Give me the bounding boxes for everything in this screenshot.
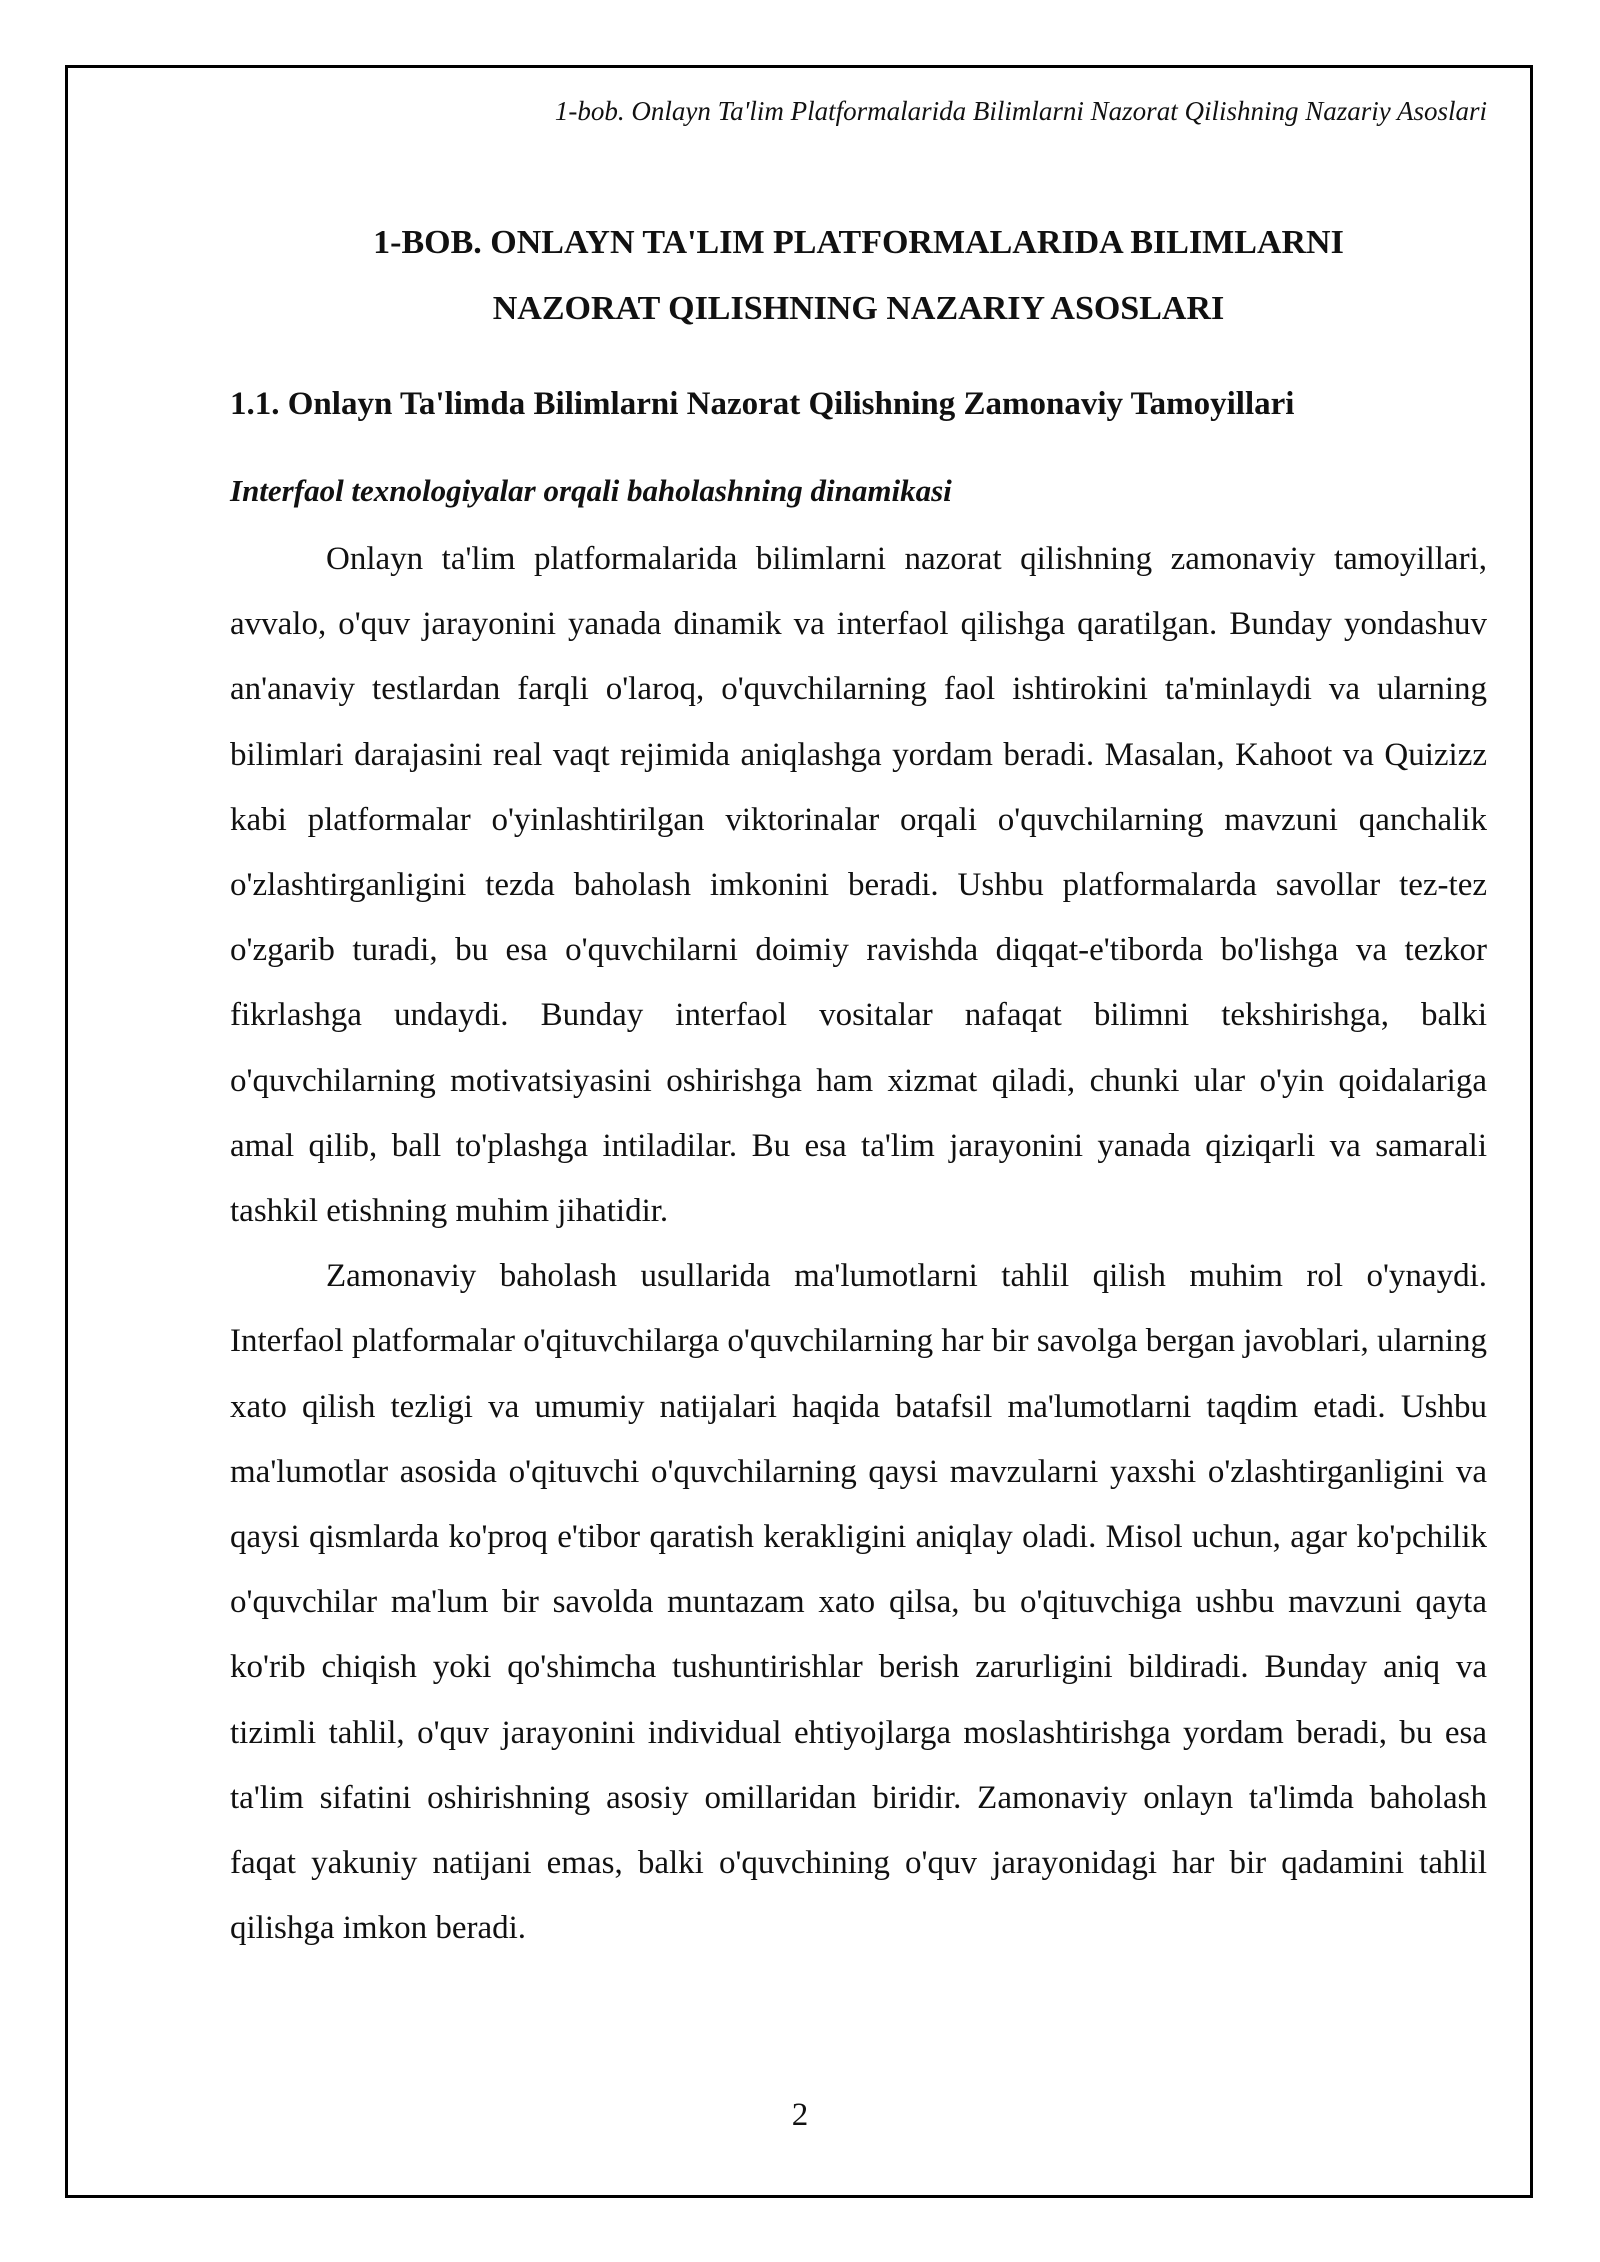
running-header: 1-bob. Onlayn Ta'lim Platformalarida Bilimlarni Nazorat Qilishning Nazariy Asoslari — [554, 96, 1487, 126]
section-title: 1.1. Onlayn Ta'limda Bilimlarni Nazorat Qilishning Zamonaviy Tamoyillari — [230, 386, 1295, 422]
page-number: 2 — [791, 2097, 809, 2133]
subsection-title: Interfaol texnologiyalar orqali baholashning dinamikasi — [230, 473, 952, 508]
chapter-title-line-1: 1-BOB. ONLAYN TA'LIM PLATFORMALARIDA BILIMLARNI — [373, 224, 1344, 261]
body-paragraph-2: Zamonaviy baholash usullarida ma'lumotlarni tahlil qilish muhim rol o'ynaydi. Interfaol platformalar o'qituvchilarga o'quvchilarning har bir savolga bergan javoblari, ularning xato qilish tezligi va umumiy natijalari haqida batafsil ma'lumotlarni taqdim etadi. Ushbu ma'lumotlar asosida o'qituvchi o'quvchilarning qaysi mavzularni yaxshi o'zlashtirganligini va qaysi qismlarda ko'proq e'tibor qaratish kerakligini aniqlay oladi. Misol uchun, agar ko'pchilik o'quvchilar ma'lum bir savolda muntazam xato qilsa, bu o'qituvchiga ushbu mavzuni qayta ko'rib chiqish yoki qo'shimcha tushuntirishlar berish zarurligini bildiradi. Bunday aniq va tizimli tahlil, o'quv jarayonini individual ehtiyojlarga moslashtirishga yordam beradi, bu esa ta'lim sifatini oshirishning asosiy omillaridan biridir. Zamonaviy onlayn ta'limda baholash faqat yakuniy natijani emas, balki o'quvchining o'quv jarayonidagi har bir qadamini tahlil qilishga imkon beradi. — [230, 1258, 1487, 1947]
chapter-title-line-2: NAZORAT QILISHNING NAZARIY ASOSLARI — [492, 290, 1225, 327]
chapter-title — [230, 210, 1487, 342]
page-content — [230, 210, 1487, 1961]
body-paragraph-1: Onlayn ta'lim platformalarida bilimlarni nazorat qilishning zamonaviy tamoyillari, avvalo, o'quv jarayonini yanada dinamik va interfaol qilishga qaratilgan. Bunday yondashuv an'anaviy testlardan farqli o'laroq, o'quvchilarning faol ishtirokini ta'minlaydi va ularning bilimlari darajasini real vaqt rejimida aniqlashga yordam beradi. Masalan, Kahoot va Quizizz kabi platformalar o'yinlashtirilgan viktorinalar orqali o'quvchilarning mavzuni qanchalik o'zlashtirganligini tezda baholash imkonini beradi. Ushbu platformalarda savollar tez-tez o'zgarib turadi, bu esa o'quvchilarni doimiy ravishda diqqat-e'tiborda bo'lishga va tezkor fikrlashga undaydi. Bunday interfaol vositalar nafaqat bilimni tekshirishga, balki o'quvchilarning motivatsiyasini oshirishga ham xizmat qiladi, chunki ular o'yin qoidalariga amal qilib, ball to'plashga intiladilar. Bu esa ta'lim jarayonini yanada qiziqarli va samarali tashkil etishning muhim jihatidir. — [230, 541, 1487, 1230]
